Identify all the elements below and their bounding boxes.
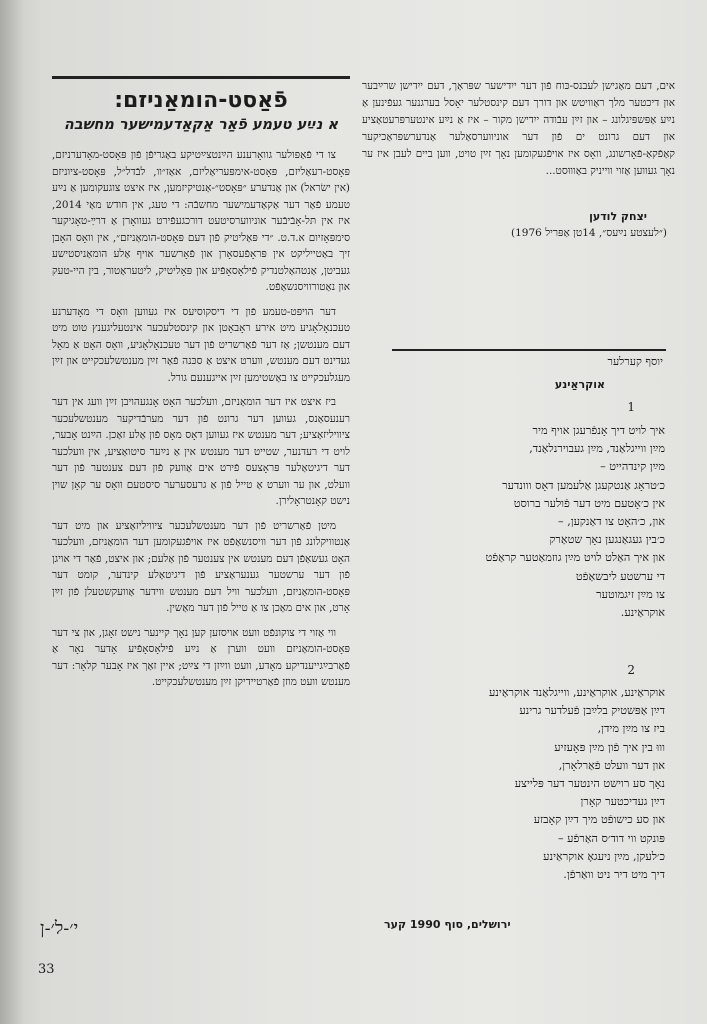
poem-line: נאָך סע רוישט הינטער דער פּלייצע — [514, 777, 665, 791]
page-number: 33 — [38, 962, 55, 977]
article-column — [52, 78, 350, 699]
poem-line: און, כ׳האָט צו דאַנקען, – — [558, 515, 665, 529]
article-paragraph-1: צו די פֿאַפּולער גוואָרענע הײַנטצײַטיקע באַגריפֿן פֿון פּאָסט-מאָדערניזם, פּאָסט-רעאַליזם, פּאָסט-אימפּעריאַליזם, אאַז״וו, לבֿדל״ל, פּאָסט-ציוניזם (אין ישׂראל) און אַנדערע ״פּאָסט״-אַנטיקיזמען, איז איצט צוגעקומען אַ נײַע טעמע פֿאַר דער אַקאַדעמישער מחשבֿה: די טעג, אין חודש מאַי 2014, איז אין תּל-אָבֿיבֿער אוניווערסיטעט דורכגעפֿירט געוואָרן אַ דרײַ-טאָגיקער סימפּאָזיום א.ד.ט. ״די פּאַליטיק פֿון דעם פּאָסט-הומאַניזם״, אין וואָס האָבן זיך באַטייליקט אין פּראָפֿעסאָרן און פֿאָרשער אויף אַלע הומאַניסטישע געביטן, אַנטהאַלטנדיק פֿילאָסאָפֿיע און פּאָליטיק, ליטעראַטור, בין היי-טעק און נאַטורוויסנשאַפֿט. — [52, 149, 350, 293]
intro-source: (״לעצטע נײַעס״, 14טן אַפּריל 1976) — [511, 227, 667, 239]
poem-line: צו מײַן זיגמוטער — [596, 587, 665, 601]
poem-line: דײַן געדיכטער קאָרן — [580, 795, 665, 809]
stanza-1 — [365, 422, 665, 622]
poem-line: ביז צו מײַן מידן, — [597, 722, 665, 736]
poem-line: דײַן אַפּשטיק בלײַבן פֿעלדער גרינע — [519, 704, 665, 718]
intro-paragraph: אים, דעם מאַגישן לעבנס-כּוח פֿון דער ייִדישער שפּראַך, דעם ייִדישן שרײַבער און דיכטער מלך ראַוויטש און דורך דעם קינסטלער יאָסל בערגנער געפֿינען אַ נײַע אַפּשפּיגלונג – און זײַן עבֿודה ייִדישן מקור – איז אַ נײַע אינטערפּרעטאַציע און דעם גרונט ים פֿון דער אוניווערסאַלער אַנדערשפּראַכיקער קאַפֿקאַ-פֿאָרשונג, וואָס איז אויפֿגעקומען נאָך זײַן טויט, ווען ביים לעבן איז ער נאָך געווען אַזוי ווייניק באַוווּסט... — [362, 80, 675, 177]
article-paragraph-5: ווי אַזוי די צוקונפֿט וועט אויסזען קען נאָך קיינער נישט זאָגן, און צי דער פּאָסט-הומאַניזם וועט ווערן אַ נײַע פֿילאָסאָפֿיע אָדער נאָר אַ פֿאַרבײַגייענדיקע מאָדע, וועט ווײַזן די צײַט; איין זאַך איז אָבער קלאָר: דער מענטש וועט מוזן פֿאַרטיידיקן זײַן מענטשלעכקייט. — [52, 626, 350, 688]
poem-line: אוקראַינע, אוקראַינע, ווייגלאַנד אוקראַינע — [488, 686, 665, 699]
poem-line: אין כ׳אָטעם מיט דער פֿולער ברוסט — [513, 496, 665, 510]
stanza-2 — [365, 684, 665, 884]
poem-line: און איך האַלט לויט מײַן גוזמאַטער קראַפֿט — [485, 551, 665, 565]
poem-line: מײַן ווייגלאַנד, מײַן געבוירנלאַנד, — [529, 442, 665, 456]
poem-block — [362, 0, 675, 1024]
article-paragraph-2: דער הויפּט-טעמע פֿון די דיסקוסיעס איז געווען וואָס די מאָדערנע טעכנאָלאָגיע מיט אירע ראָבאָטן און קינסטלעכער אינטעליגענץ טוט מיט דעם מענטשן; אַז דער פֿאַרשריט פֿון דער טעכנאָלאָגיע, וואָס האָט אַ מאָל געדינט דעם מענטש, ווערט איצט אַ סכּנה פֿאַר זײַן מענטשלעכקייט און זײַן מעגלעכקייט צו באַשטימען זײַן אייגענעם גורל. — [52, 305, 350, 384]
article-signature: י׳-ל׳-ן — [40, 918, 79, 939]
poem-line: כ׳לעקן, מײַן ניעגאָ אוקראַינע — [543, 849, 665, 863]
poem-line: מײַן קינדהייט – — [600, 460, 665, 474]
poem-line: דיך מיט דיר ניט וואַרפֿן. — [563, 868, 665, 882]
poem-line: פּונקט ווי דוד׳ס האַרפֿע – — [558, 831, 665, 845]
poem-line: און סע כישופֿט מיך דײַן קאָבזע — [533, 813, 665, 827]
stanza-1-number: 1 — [627, 400, 635, 414]
intro-author: יצחק לודען — [589, 210, 647, 223]
poem-line: וווּ בין איך פֿון מײַן פּאָעזיע — [554, 740, 665, 754]
poem-place-date: ירושלים, סוף 1990 קער — [384, 918, 511, 931]
poem-line: אוקראַינע. — [620, 606, 665, 620]
poem-line: און דער וועלט פֿאַרלאָרן, — [558, 758, 665, 772]
stanza-2-number: 2 — [627, 663, 635, 677]
poet-name: יוסף קערלער — [607, 355, 663, 368]
article-paragraph-3: ביז איצט איז דער הומאַניזם, וועלכער האָט אָנגעהויבן זײַן וועג אין דער רענעסאַנס, געווען דער גרונט פֿון דער מערבֿדיקער מענטשלעכער ציוויליזאַציע; דער מענטש איז געווען דאָס מאָס פֿון אַלע זאַכן. הײַנט אָבער, לויט די רעדנער, שטייט דער מענטש אין אַ נײַער סיטואַציע, אין וועלכער דער דיגיטאַלער פּראָצעס פֿירט אים אַוועק פֿון דעם צענטער פֿון דער וועלט, און ער ווערט אַ טייל פֿון אַ גרעסערער סיסטעם וואָס ער קאָן שוין נישט קאָנטראָלירן. — [52, 396, 350, 507]
book-spine — [0, 0, 22, 1024]
article-paragraph-4: מיטן פֿאַרשריט פֿון דער מענטשלעכער ציוויליזאַציע און מיט דער אַנטוויקלונג פֿון דער וויסנשאַפֿט איז אויפֿגעקומען דער הומאַניזם, וועלכער האָט געשאַפֿן דעם מענטש אין צענטער פֿון אַלעם; און איצט, פֿאַר די אויגן פֿון דער ערשטער גענעראַציע פֿון דיגיטאַלע קינדער, קומט דער פּאָסט-הומאַניזם, וועלכער וויל דעם מענטש ווידער אַוועקשטעלן פֿון זײַן אָרט, און אים מאַכן צו אַ טייל פֿון דער מאַשין. — [52, 519, 350, 614]
poem-line: די ערשטע ליבשאַפֿט — [575, 569, 665, 583]
poem-line: כ׳בין געגאַנגען נאָך שטאַרק — [549, 533, 665, 547]
poem-line: כ׳טראָג אַנטקעגן אַלעמען דאָס ווונדער — [502, 478, 665, 492]
article-title: פֿאַסט-הומאַניזם: — [114, 88, 288, 113]
poem-title: אוקראַינע — [554, 378, 605, 391]
article-subtitle: א נײַע טעמע פֿאַר אַקאַדעמישער מחשבה — [63, 117, 339, 133]
poem-line: איך לויט דיך אָנפֿרעגן אויף מיר — [532, 424, 665, 437]
